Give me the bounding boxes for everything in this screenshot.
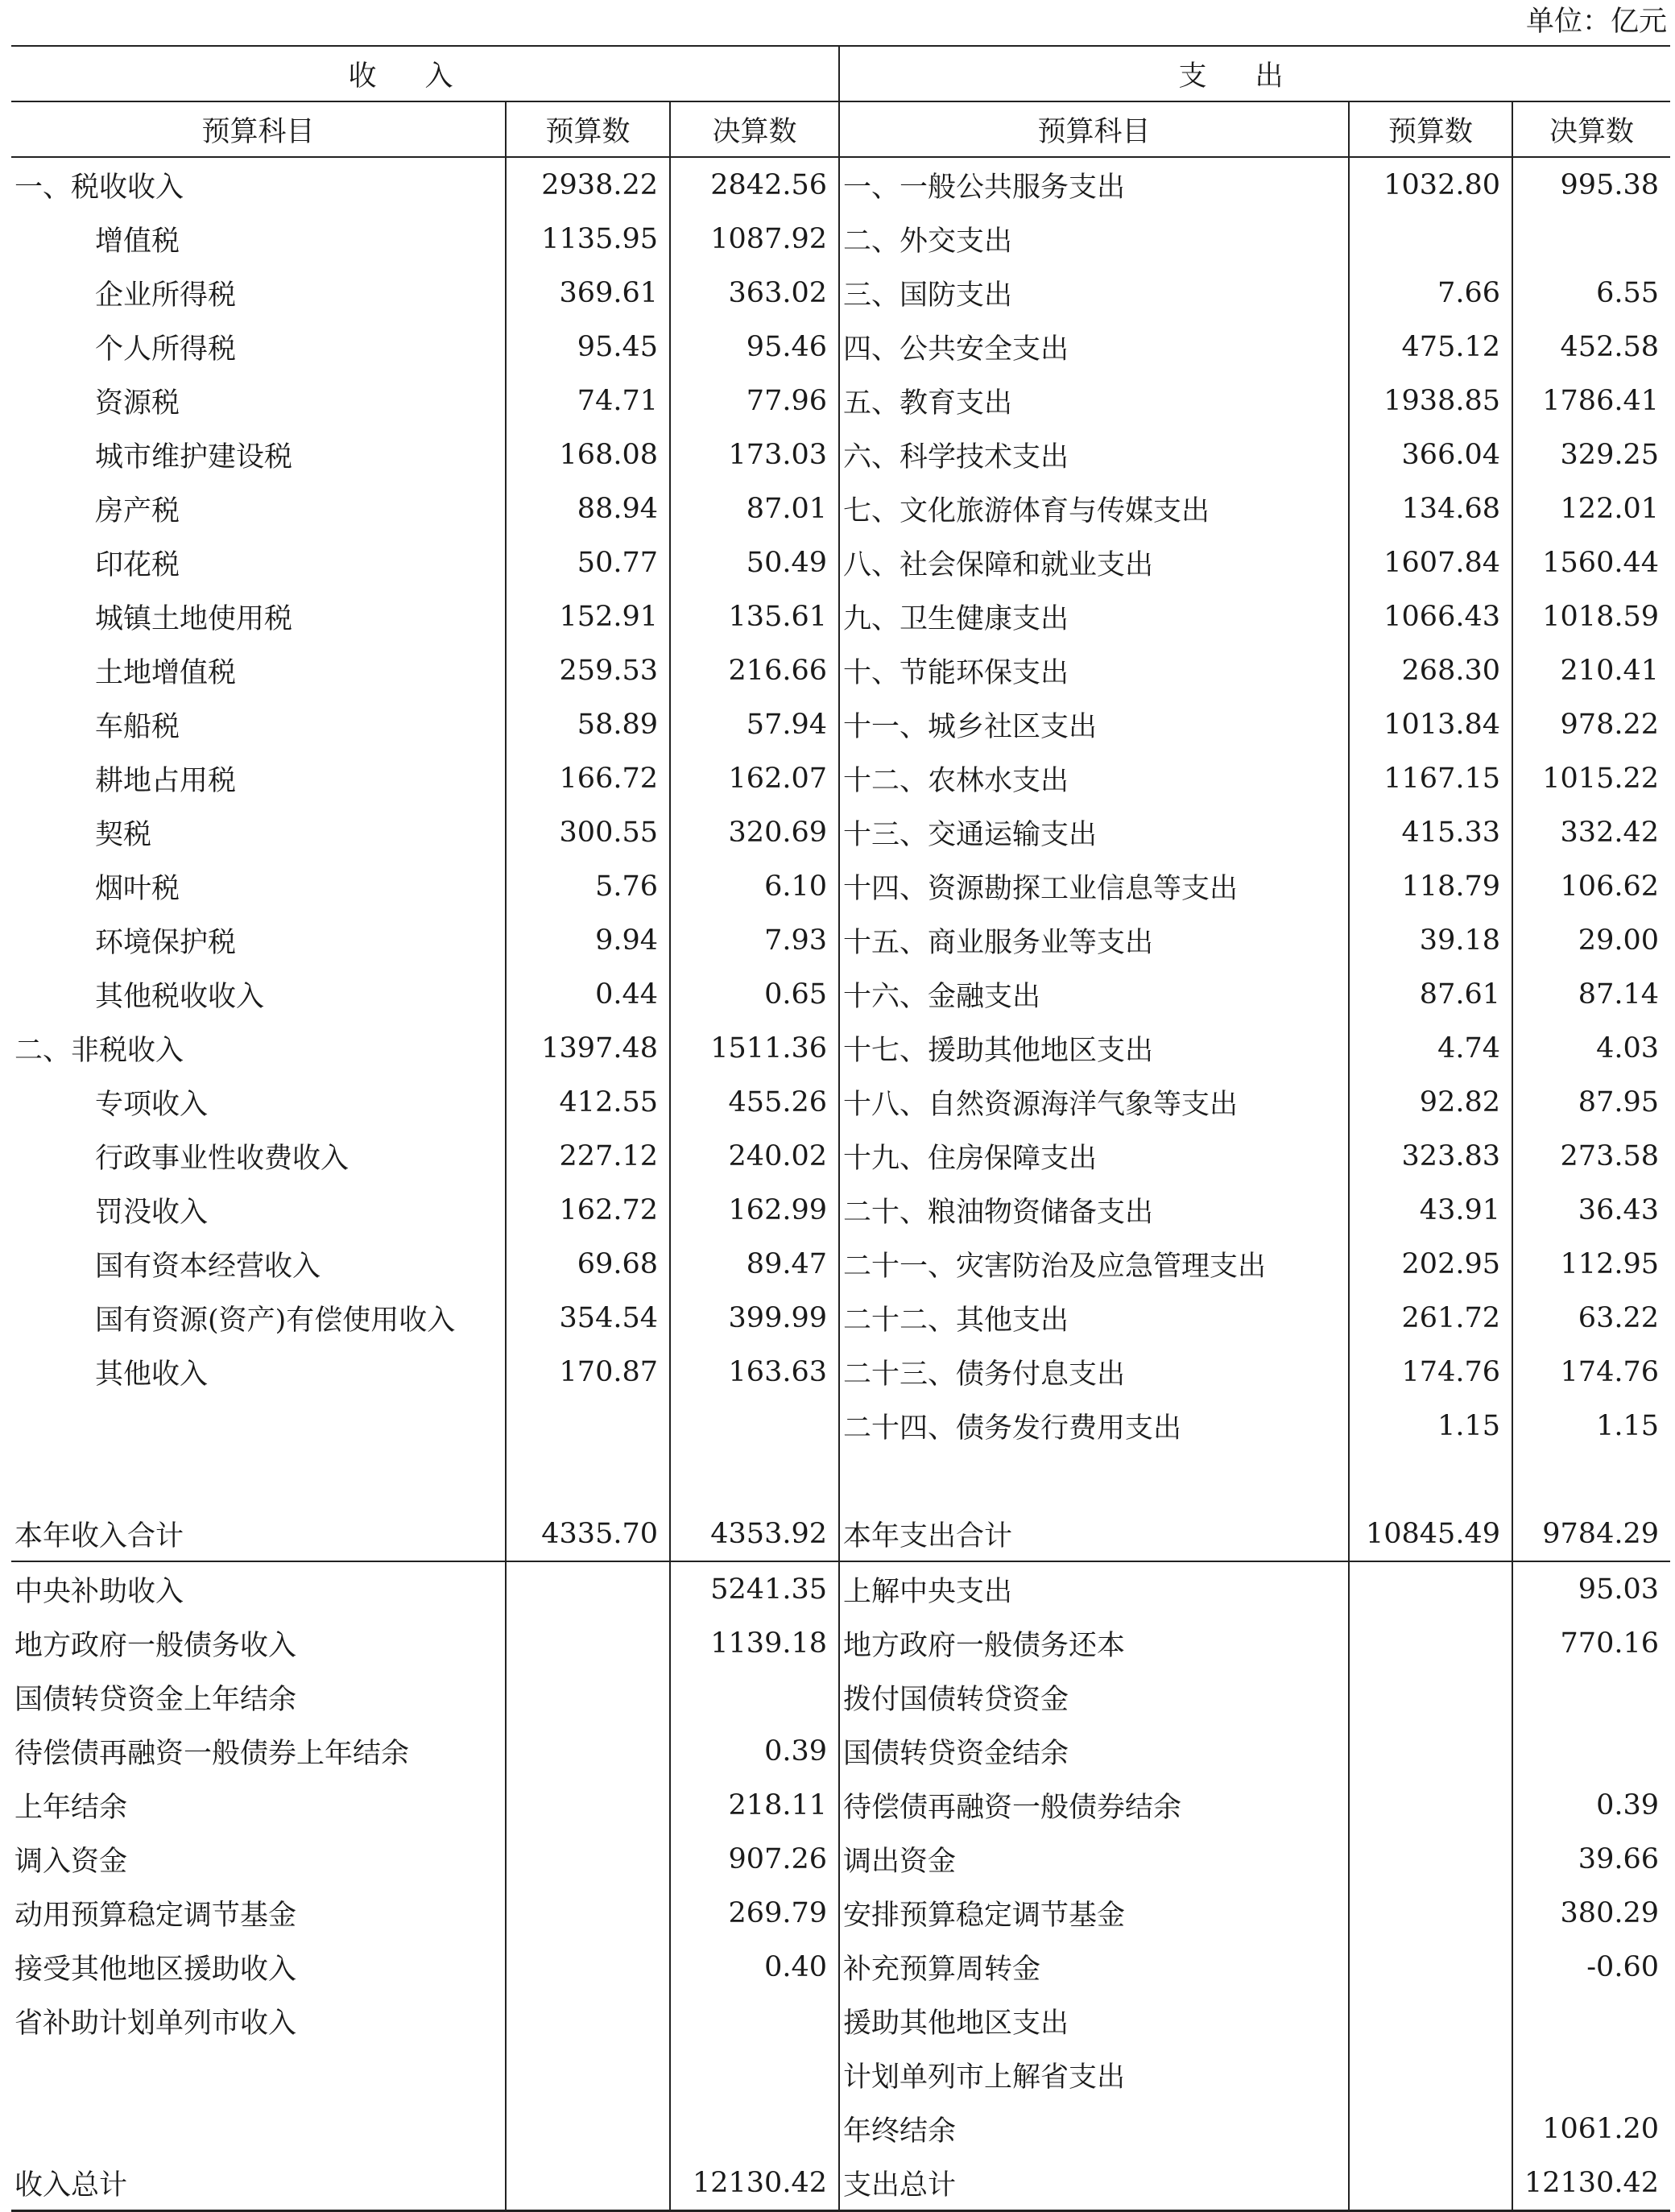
income-item: 契税 [95,818,152,851]
expense-item: 一、一般公共服务支出 [839,157,1349,212]
income-section-header: 收入 [11,46,839,101]
expense-actual: 1015.22 [1512,751,1670,805]
income-budget: 300.55 [506,805,670,859]
income-item: 一、税收收入 [14,171,184,204]
expense-actual: 63.22 [1512,1291,1670,1345]
transfer-row [11,1886,1670,1940]
expense-budget-header: 预算数 [1349,101,1512,157]
expense-item: 十八、自然资源海洋气象等支出 [839,1075,1349,1129]
expense-actual: 1786.41 [1512,374,1670,428]
income-actual: 320.69 [670,805,839,859]
expense-actual: 452.58 [1512,320,1670,374]
expense-item: 六、科学技术支出 [839,428,1349,482]
expense-actual: 380.29 [1512,1886,1670,1940]
empty-cell [670,1453,839,1507]
empty-cell [506,1832,670,1886]
table-row [11,1345,1670,1399]
table-row [11,589,1670,643]
empty-cell [1349,1940,1512,1994]
expense-actual: 174.76 [1512,1345,1670,1399]
transfer-row [11,1724,1670,1778]
expense-actual: 122.01 [1512,482,1670,535]
income-budget: 227.12 [506,1129,670,1183]
income-item: 车船税 [95,710,180,743]
expense-item: 四、公共安全支出 [839,320,1349,374]
income-actual: 240.02 [670,1129,839,1183]
income-item [11,2048,506,2102]
expense-actual: 1560.44 [1512,535,1670,589]
table-row [11,1075,1670,1129]
table-row [11,374,1670,428]
empty-cell [839,1453,1349,1507]
expense-item: 二、外交支出 [839,212,1349,266]
expense-actual-header: 决算数 [1512,101,1670,157]
table-row [11,320,1670,374]
income-budget: 95.45 [506,320,670,374]
expense-item: 十二、农林水支出 [839,751,1349,805]
income-actual: 6.10 [670,859,839,913]
empty-cell [506,1453,670,1507]
income-total-actual: 4353.92 [670,1507,839,1561]
empty-cell [506,1940,670,1994]
income-budget: 369.61 [506,266,670,320]
expense-actual: 87.95 [1512,1075,1670,1129]
income-item: 专项收入 [95,1088,209,1121]
expense-item: 国债转贷资金结余 [839,1724,1349,1778]
table-row [11,428,1670,482]
income-actual: 363.02 [670,266,839,320]
income-item: 待偿债再融资一般债券上年结余 [14,1737,410,1770]
expense-actual [1512,1724,1670,1778]
expense-item: 地方政府一般债务还本 [839,1616,1349,1670]
income-actual-header: 决算数 [670,101,839,157]
income-item: 动用预算稳定调节基金 [14,1899,297,1932]
income-grand-total-value: 12130.42 [670,2156,839,2211]
empty-cell [1349,2048,1512,2102]
income-budget: 88.94 [506,482,670,535]
expense-item: 安排预算稳定调节基金 [839,1886,1349,1940]
income-actual [670,2048,839,2102]
table-row [11,1237,1670,1291]
expense-item: 九、卫生健康支出 [839,589,1349,643]
income-budget: 259.53 [506,643,670,697]
expense-actual: 6.55 [1512,266,1670,320]
empty-cell [1349,1670,1512,1724]
income-actual: 57.94 [670,697,839,751]
table-row [11,1291,1670,1345]
empty-cell [1349,1616,1512,1670]
empty-cell [11,1453,506,1507]
expense-actual: 87.14 [1512,967,1670,1021]
expense-actual: 4.03 [1512,1021,1670,1075]
expense-actual [1512,212,1670,266]
income-item: 国有资本经营收入 [95,1250,321,1283]
income-budget: 69.68 [506,1237,670,1291]
transfer-row [11,1778,1670,1832]
income-actual: 399.99 [670,1291,839,1345]
empty-cell [1512,1453,1670,1507]
expense-budget: 1607.84 [1349,535,1512,589]
expense-item: 十六、金融支出 [839,967,1349,1021]
section-header-row [11,46,1670,101]
expense-item: 十三、交通运输支出 [839,805,1349,859]
expense-section-header: 支出 [839,46,1670,101]
grand-total-row [11,2156,1670,2211]
income-actual: 2842.56 [670,157,839,212]
table-row [11,266,1670,320]
income-actual: 77.96 [670,374,839,428]
empty-cell [506,2156,670,2211]
income-actual: 216.66 [670,643,839,697]
income-item: 二、非税收入 [14,1034,184,1067]
income-budget: 168.08 [506,428,670,482]
income-actual: 50.49 [670,535,839,589]
expense-actual: 106.62 [1512,859,1670,913]
empty-cell [506,1616,670,1670]
expense-budget: 475.12 [1349,320,1512,374]
table-row [11,751,1670,805]
income-budget-header: 预算数 [506,101,670,157]
expense-item-header: 预算科目 [839,101,1349,157]
expense-budget: 7.66 [1349,266,1512,320]
income-budget: 1397.48 [506,1021,670,1075]
income-item: 上年结余 [14,1791,128,1824]
annual-total-row [11,1507,1670,1561]
expense-actual: 332.42 [1512,805,1670,859]
transfer-row [11,1832,1670,1886]
expense-item: 上解中央支出 [839,1561,1349,1616]
table-row [11,859,1670,913]
transfer-row [11,2048,1670,2102]
income-item: 国债转贷资金上年结余 [14,1683,297,1716]
income-budget: 354.54 [506,1291,670,1345]
expense-item: 十四、资源勘探工业信息等支出 [839,859,1349,913]
expense-actual: 1061.20 [1512,2102,1670,2156]
expense-budget [1349,212,1512,266]
empty-cell [1349,1453,1512,1507]
expense-actual: 273.58 [1512,1129,1670,1183]
expense-grand-total-label: 支出总计 [839,2156,1349,2211]
empty-cell [1349,1561,1512,1616]
income-actual: 0.39 [670,1724,839,1778]
expense-actual: 978.22 [1512,697,1670,751]
income-actual [670,1670,839,1724]
expense-item: 十七、援助其他地区支出 [839,1021,1349,1075]
income-item: 国有资源(资产)有偿使用收入 [95,1304,456,1337]
table-row [11,535,1670,589]
income-actual: 269.79 [670,1886,839,1940]
table-row [11,913,1670,967]
table-row [11,157,1670,212]
expense-item: 十五、商业服务业等支出 [839,913,1349,967]
income-actual: 455.26 [670,1075,839,1129]
expense-item: 五、教育支出 [839,374,1349,428]
expense-budget: 4.74 [1349,1021,1512,1075]
expense-item: 十一、城乡社区支出 [839,697,1349,751]
expense-budget: 87.61 [1349,967,1512,1021]
expense-actual: 1018.59 [1512,589,1670,643]
expense-actual: 112.95 [1512,1237,1670,1291]
income-item: 其他收入 [95,1358,209,1391]
expense-actual: 39.66 [1512,1832,1670,1886]
expense-budget: 268.30 [1349,643,1512,697]
expense-item: 年终结余 [839,2102,1349,2156]
expense-budget: 174.76 [1349,1345,1512,1399]
expense-item: 二十三、债务付息支出 [839,1345,1349,1399]
expense-item: 补充预算周转金 [839,1940,1349,1994]
income-item: 城镇土地使用税 [95,602,293,635]
income-budget: 1135.95 [506,212,670,266]
income-actual: 5241.35 [670,1561,839,1616]
income-item: 省补助计划单列市收入 [14,2007,297,2040]
transfer-row [11,1616,1670,1670]
expense-item: 二十一、灾害防治及应急管理支出 [839,1237,1349,1291]
table-row [11,1021,1670,1075]
table-row [11,697,1670,751]
expense-budget: 202.95 [1349,1237,1512,1291]
expense-budget: 366.04 [1349,428,1512,482]
expense-total-label: 本年支出合计 [839,1507,1349,1561]
income-item: 房产税 [95,494,180,527]
income-item: 中央补助收入 [14,1575,184,1608]
empty-cell [506,2048,670,2102]
income-item: 企业所得税 [95,279,237,312]
income-actual: 0.65 [670,967,839,1021]
income-budget: 2938.22 [506,157,670,212]
transfer-row [11,1561,1670,1616]
expense-item: 二十、粮油物资储备支出 [839,1183,1349,1237]
expense-budget: 43.91 [1349,1183,1512,1237]
income-budget [506,1399,670,1453]
expense-item: 三、国防支出 [839,266,1349,320]
income-item: 资源税 [95,387,180,420]
expense-actual: 995.38 [1512,157,1670,212]
expense-actual [1512,1670,1670,1724]
empty-cell [506,2102,670,2156]
income-budget: 74.71 [506,374,670,428]
table-row [11,212,1670,266]
income-actual: 89.47 [670,1237,839,1291]
income-item: 罚没收入 [95,1196,209,1229]
income-item: 地方政府一般债务收入 [14,1629,297,1662]
empty-cell [1349,1886,1512,1940]
income-actual [670,2102,839,2156]
income-actual: 1139.18 [670,1616,839,1670]
income-budget: 50.77 [506,535,670,589]
income-item: 烟叶税 [95,872,180,905]
income-item [11,1399,506,1453]
expense-budget: 118.79 [1349,859,1512,913]
empty-cell [1349,1724,1512,1778]
table-row [11,967,1670,1021]
income-budget: 166.72 [506,751,670,805]
expense-budget: 39.18 [1349,913,1512,967]
income-item-header: 预算科目 [11,101,506,157]
income-actual [670,1994,839,2048]
expense-item: 援助其他地区支出 [839,1994,1349,2048]
income-item: 行政事业性收费收入 [95,1142,349,1175]
empty-cell [1349,1778,1512,1832]
income-item: 接受其他地区援助收入 [14,1953,297,1986]
transfer-row [11,1994,1670,2048]
empty-cell [1349,1994,1512,2048]
transfer-row [11,1670,1670,1724]
table-row [11,643,1670,697]
empty-cell [1349,2156,1512,2211]
transfer-row [11,1940,1670,1994]
income-budget: 9.94 [506,913,670,967]
table-row [11,1183,1670,1237]
income-budget: 152.91 [506,589,670,643]
table-row [11,482,1670,535]
income-item: 其他税收收入 [95,980,265,1013]
expense-item: 七、文化旅游体育与传媒支出 [839,482,1349,535]
expense-total-actual: 9784.29 [1512,1507,1670,1561]
income-item: 环境保护税 [95,926,237,959]
income-actual: 87.01 [670,482,839,535]
expense-budget: 1167.15 [1349,751,1512,805]
income-budget: 170.87 [506,1345,670,1399]
income-total-label: 本年收入合计 [11,1507,506,1561]
expense-actual: -0.60 [1512,1940,1670,1994]
income-actual: 907.26 [670,1832,839,1886]
empty-cell [1349,2102,1512,2156]
empty-cell [506,1724,670,1778]
expense-item: 八、社会保障和就业支出 [839,535,1349,589]
expense-actual: 95.03 [1512,1561,1670,1616]
expense-actual: 1.15 [1512,1399,1670,1453]
transfer-row [11,2102,1670,2156]
income-item: 耕地占用税 [95,764,237,797]
expense-actual: 329.25 [1512,428,1670,482]
income-actual: 135.61 [670,589,839,643]
income-actual: 1511.36 [670,1021,839,1075]
expense-budget: 1938.85 [1349,374,1512,428]
income-budget: 0.44 [506,967,670,1021]
column-header-row [11,101,1670,157]
income-actual: 7.93 [670,913,839,967]
expense-item: 十九、住房保障支出 [839,1129,1349,1183]
income-actual [670,1399,839,1453]
expense-item: 十、节能环保支出 [839,643,1349,697]
income-grand-total-label: 收入总计 [11,2156,506,2211]
expense-total-budget: 10845.49 [1349,1507,1512,1561]
income-actual: 162.07 [670,751,839,805]
income-item: 个人所得税 [95,333,237,366]
expense-actual: 210.41 [1512,643,1670,697]
table-row [11,805,1670,859]
expense-budget: 1.15 [1349,1399,1512,1453]
income-item: 增值税 [95,225,180,258]
expense-item: 待偿债再融资一般债券结余 [839,1778,1349,1832]
spacer-row [11,1453,1670,1507]
expense-budget: 1066.43 [1349,589,1512,643]
table-row [11,1129,1670,1183]
expense-budget: 1032.80 [1349,157,1512,212]
empty-cell [506,1994,670,2048]
income-actual: 218.11 [670,1778,839,1832]
expense-budget: 261.72 [1349,1291,1512,1345]
empty-cell [506,1561,670,1616]
income-item: 土地增值税 [95,656,237,689]
empty-cell [506,1670,670,1724]
expense-item: 拨付国债转贷资金 [839,1670,1349,1724]
expense-budget: 323.83 [1349,1129,1512,1183]
expense-actual: 770.16 [1512,1616,1670,1670]
income-total-budget: 4335.70 [506,1507,670,1561]
expense-item: 二十四、债务发行费用支出 [839,1399,1349,1453]
expense-budget: 415.33 [1349,805,1512,859]
income-actual: 1087.92 [670,212,839,266]
expense-budget: 134.68 [1349,482,1512,535]
expense-budget: 1013.84 [1349,697,1512,751]
income-actual: 173.03 [670,428,839,482]
income-item: 城市维护建设税 [95,440,293,473]
expense-item: 计划单列市上解省支出 [839,2048,1349,2102]
table-row [11,1399,1670,1453]
income-budget: 58.89 [506,697,670,751]
expense-budget: 92.82 [1349,1075,1512,1129]
expense-actual: 29.00 [1512,913,1670,967]
expense-item: 二十二、其他支出 [839,1291,1349,1345]
income-budget: 162.72 [506,1183,670,1237]
unit-label: 单位：亿元 [1525,6,1667,38]
income-item: 印花税 [95,548,180,581]
income-actual: 162.99 [670,1183,839,1237]
expense-actual: 0.39 [1512,1778,1670,1832]
income-actual: 163.63 [670,1345,839,1399]
income-budget: 412.55 [506,1075,670,1129]
expense-actual: 36.43 [1512,1183,1670,1237]
expense-actual [1512,2048,1670,2102]
expense-grand-total-value: 12130.42 [1512,2156,1670,2211]
budget-table [11,45,1670,2212]
expense-item: 调出资金 [839,1832,1349,1886]
income-actual: 0.40 [670,1940,839,1994]
empty-cell [506,1778,670,1832]
income-budget: 5.76 [506,859,670,913]
expense-actual [1512,1994,1670,2048]
empty-cell [506,1886,670,1940]
income-item: 调入资金 [14,1845,128,1878]
empty-cell [1349,1832,1512,1886]
income-actual: 95.46 [670,320,839,374]
income-item [11,2102,506,2156]
